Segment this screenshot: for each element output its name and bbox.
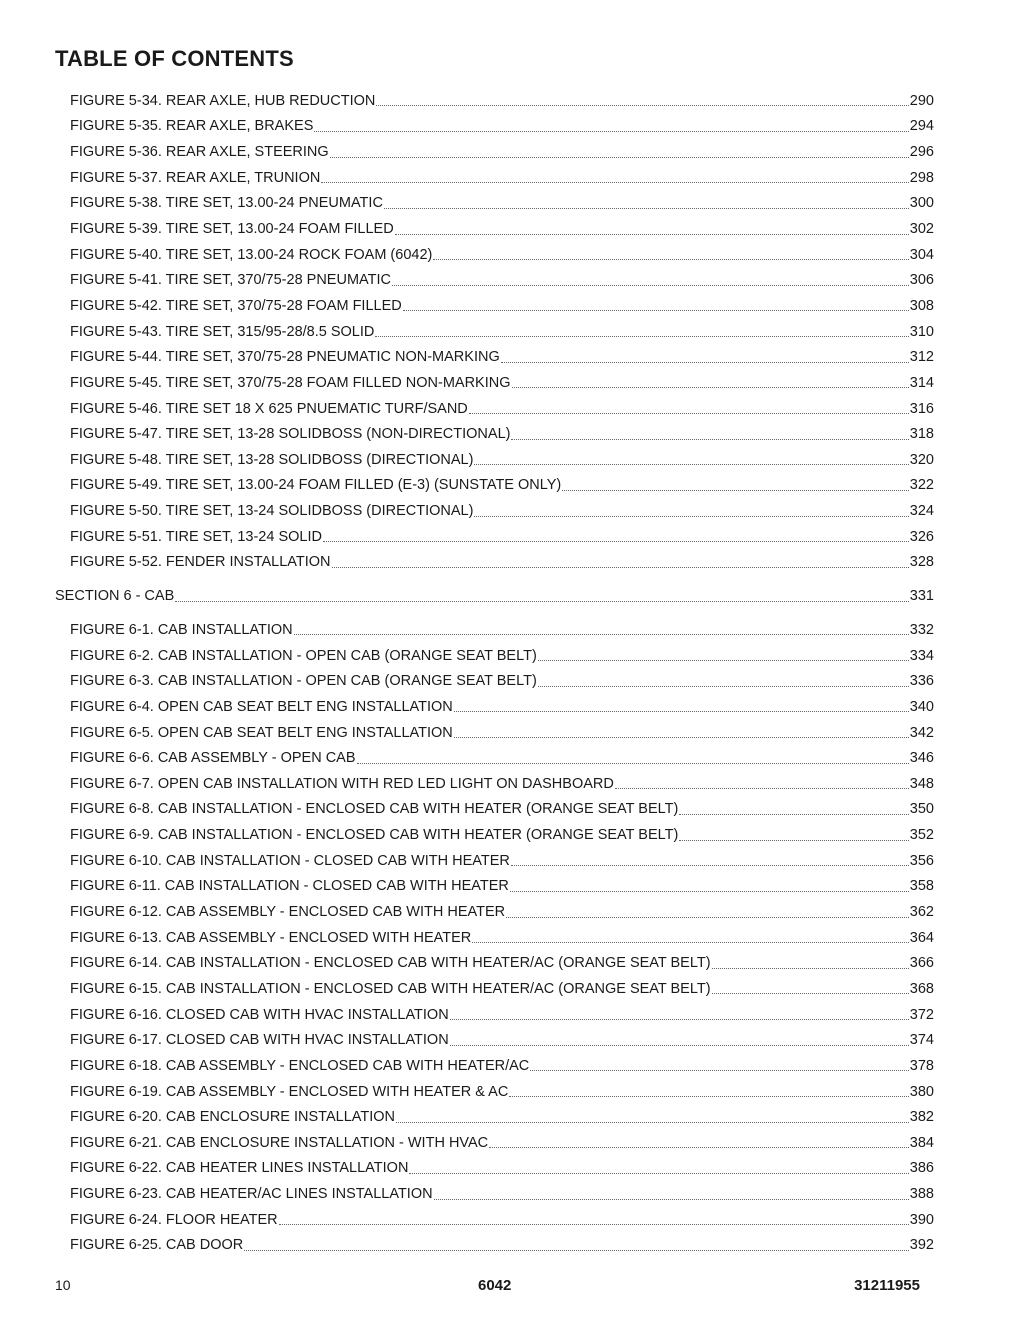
toc-entry[interactable] [0, 396, 934, 422]
toc-entry[interactable] [0, 139, 934, 165]
toc-entry-page: 308 [909, 297, 934, 314]
toc-entry-text: FIGURE 6-5. OPEN CAB SEAT BELT ENG INSTALLATION [70, 724, 453, 741]
toc-entry-page: 316 [909, 400, 934, 417]
toc-entry[interactable] [0, 88, 934, 114]
toc-entry[interactable] [0, 976, 934, 1002]
toc-entry-text: SECTION 6 - CAB [55, 588, 175, 605]
toc-entry[interactable] [0, 370, 934, 396]
toc-entry[interactable] [0, 421, 934, 447]
dot-leader [357, 763, 909, 764]
dot-leader [450, 1045, 909, 1046]
footer-model: 6042 [478, 1277, 512, 1294]
toc-entry-page: 346 [909, 750, 934, 767]
toc-entry-page: 304 [909, 246, 934, 263]
dot-leader [469, 413, 909, 414]
toc-entry-page: 326 [909, 528, 934, 545]
toc-entry-page: 364 [909, 929, 934, 946]
toc-entry-text: FIGURE 6-23. CAB HEATER/AC LINES INSTALLATION [70, 1186, 433, 1203]
dot-leader [538, 660, 909, 661]
toc-entry-page: 320 [909, 451, 934, 468]
toc-entry[interactable] [0, 1104, 934, 1130]
page-footer [0, 1277, 1024, 1297]
toc-entry-page: 300 [909, 195, 934, 212]
toc-entry[interactable] [0, 1002, 934, 1028]
toc-entry-page: 334 [909, 647, 934, 664]
toc-entry[interactable] [0, 267, 934, 293]
toc-entry[interactable] [0, 822, 934, 848]
toc-entry-text: FIGURE 5-37. REAR AXLE, TRUNION [70, 169, 321, 186]
toc-entry-text: FIGURE 6-18. CAB ASSEMBLY - ENCLOSED CAB WITH HEATER/AC [70, 1057, 530, 1074]
dot-leader [323, 541, 909, 542]
dot-leader [332, 567, 909, 568]
toc-entry-text: FIGURE 6-12. CAB ASSEMBLY - ENCLOSED CAB WITH HEATER [70, 904, 506, 921]
toc-entry-page: 324 [909, 503, 934, 520]
toc-entry[interactable] [0, 797, 934, 823]
toc-entry[interactable] [0, 524, 934, 550]
dot-leader [330, 157, 909, 158]
toc-entry[interactable] [0, 1181, 934, 1207]
toc-entry[interactable] [0, 771, 934, 797]
toc-entry-text: FIGURE 6-11. CAB INSTALLATION - CLOSED CAB WITH HEATER [70, 878, 509, 895]
toc-entry-text: FIGURE 6-24. FLOOR HEATER [70, 1211, 278, 1228]
toc-entry-text: FIGURE 5-36. REAR AXLE, STEERING [70, 144, 329, 161]
toc-entry-text: FIGURE 5-43. TIRE SET, 315/95-28/8.5 SOLID [70, 323, 375, 340]
toc-entry[interactable] [0, 191, 934, 217]
dot-leader [712, 993, 909, 994]
dot-leader [506, 917, 909, 918]
toc-entry-page: 290 [909, 92, 934, 109]
dot-leader [409, 1173, 908, 1174]
toc-entry-text: FIGURE 6-22. CAB HEATER LINES INSTALLATION [70, 1160, 409, 1177]
toc-entry-text: FIGURE 5-46. TIRE SET 18 X 625 PNUEMATIC TURF/SAND [70, 400, 468, 417]
toc-entry[interactable] [0, 216, 934, 242]
toc-entry-text: FIGURE 5-45. TIRE SET, 370/75-28 FOAM FILLED NON-MARKING [70, 374, 511, 391]
toc-entry[interactable] [0, 951, 934, 977]
dot-leader [392, 285, 909, 286]
dot-leader [538, 686, 909, 687]
toc-entry[interactable] [0, 1207, 934, 1233]
toc-entry[interactable] [0, 293, 934, 319]
toc-entry-text: FIGURE 6-6. CAB ASSEMBLY - OPEN CAB [70, 750, 356, 767]
toc-entry-text: FIGURE 5-52. FENDER INSTALLATION [70, 554, 331, 571]
toc-entry[interactable] [0, 874, 934, 900]
toc-entry-page: 294 [909, 118, 934, 135]
dot-leader [395, 234, 909, 235]
toc-entry-page: 386 [909, 1160, 934, 1177]
toc-entry-page: 362 [909, 904, 934, 921]
toc-entry-page: 312 [909, 349, 934, 366]
toc-entry-page: 372 [909, 1006, 934, 1023]
toc-entry[interactable] [0, 1027, 934, 1053]
dot-leader [376, 105, 908, 106]
toc-entry[interactable] [0, 720, 934, 746]
toc-entry[interactable] [0, 550, 934, 576]
toc-entry[interactable] [0, 745, 934, 771]
toc-entry[interactable] [0, 643, 934, 669]
toc-entry-page: 340 [909, 698, 934, 715]
toc-group-section-5 [0, 88, 1024, 575]
toc-entry-text: FIGURE 6-13. CAB ASSEMBLY - ENCLOSED WITH HEATER [70, 929, 472, 946]
toc-entry-page: 296 [909, 144, 934, 161]
toc-entry-text: FIGURE 6-20. CAB ENCLOSURE INSTALLATION [70, 1109, 395, 1126]
toc-entry-text: FIGURE 5-35. REAR AXLE, BRAKES [70, 118, 314, 135]
dot-leader [321, 182, 908, 183]
dot-leader [384, 208, 909, 209]
toc-entry[interactable] [0, 165, 934, 191]
dot-leader [433, 259, 908, 260]
dot-leader [244, 1250, 909, 1251]
toc-entry[interactable] [0, 447, 934, 473]
toc-entry-text: FIGURE 6-10. CAB INSTALLATION - CLOSED CAB WITH HEATER [70, 852, 510, 869]
toc-entry-page: 366 [909, 955, 934, 972]
toc-entry[interactable] [0, 668, 934, 694]
toc-entry[interactable] [0, 319, 934, 345]
dot-leader [474, 464, 908, 465]
toc-entry-text: FIGURE 5-51. TIRE SET, 13-24 SOLID [70, 528, 322, 545]
dot-leader [679, 814, 909, 815]
toc-entry[interactable] [0, 473, 934, 499]
toc-entry-text: FIGURE 5-49. TIRE SET, 13.00-24 FOAM FILLED (E-3) (SUNSTATE ONLY) [70, 477, 562, 494]
dot-leader [450, 1019, 909, 1020]
toc-entry-page: 318 [909, 426, 934, 443]
footer-document-number: 31211955 [854, 1277, 920, 1294]
dot-leader [509, 1096, 908, 1097]
toc-entry-text: FIGURE 6-4. OPEN CAB SEAT BELT ENG INSTALLATION [70, 698, 453, 715]
toc-entry-text: FIGURE 5-34. REAR AXLE, HUB REDUCTION [70, 92, 376, 109]
dot-leader [512, 387, 909, 388]
dot-leader [403, 310, 909, 311]
dot-leader [454, 711, 909, 712]
toc-entry-page: 348 [909, 775, 934, 792]
toc-entry[interactable] [0, 617, 934, 643]
toc-entry-text: FIGURE 6-3. CAB INSTALLATION - OPEN CAB (ORANGE SEAT BELT) [70, 673, 537, 690]
dot-leader [489, 1147, 909, 1148]
toc-entry-text: FIGURE 5-47. TIRE SET, 13-28 SOLIDBOSS (NON-DIRECTIONAL) [70, 426, 511, 443]
toc-entry[interactable] [0, 242, 934, 268]
toc-entry[interactable] [0, 1079, 934, 1105]
toc-entry-page: 332 [909, 621, 934, 638]
toc-entry-page: 336 [909, 673, 934, 690]
dot-leader [396, 1122, 909, 1123]
toc-entry-page: 382 [909, 1109, 934, 1126]
dot-leader [511, 865, 909, 866]
toc-entry-text: FIGURE 6-16. CLOSED CAB WITH HVAC INSTALLATION [70, 1006, 449, 1023]
toc-entry-text: FIGURE 5-39. TIRE SET, 13.00-24 FOAM FILLED [70, 221, 394, 238]
toc-entry-text: FIGURE 6-1. CAB INSTALLATION [70, 621, 293, 638]
toc-entry-text: FIGURE 6-8. CAB INSTALLATION - ENCLOSED CAB WITH HEATER (ORANGE SEAT BELT) [70, 801, 679, 818]
toc-entry-text: FIGURE 6-9. CAB INSTALLATION - ENCLOSED CAB WITH HEATER (ORANGE SEAT BELT) [70, 827, 679, 844]
dot-leader [511, 439, 908, 440]
toc-entry-text: FIGURE 6-7. OPEN CAB INSTALLATION WITH RED LED LIGHT ON DASHBOARD [70, 775, 614, 792]
toc-entry[interactable] [0, 694, 934, 720]
toc-entry-page: 331 [909, 588, 934, 605]
toc-entry-page: 352 [909, 827, 934, 844]
toc-entry-page: 314 [909, 374, 934, 391]
dot-leader [314, 131, 908, 132]
toc-entry-text: FIGURE 6-2. CAB INSTALLATION - OPEN CAB (ORANGE SEAT BELT) [70, 647, 537, 664]
toc-list [0, 88, 1024, 1258]
toc-entry[interactable] [0, 899, 934, 925]
toc-entry-page: 374 [909, 1032, 934, 1049]
toc-entry-page: 298 [909, 169, 934, 186]
toc-entry-text: FIGURE 6-17. CLOSED CAB WITH HVAC INSTALLATION [70, 1032, 449, 1049]
dot-leader [472, 942, 909, 943]
toc-entry[interactable] [0, 848, 934, 874]
toc-entry-page: 368 [909, 980, 934, 997]
toc-entry-text: FIGURE 6-21. CAB ENCLOSURE INSTALLATION - WITH HVAC [70, 1134, 489, 1151]
dot-leader [434, 1199, 909, 1200]
toc-entry-page: 390 [909, 1211, 934, 1228]
dot-leader [279, 1224, 909, 1225]
toc-entry-text: FIGURE 5-48. TIRE SET, 13-28 SOLIDBOSS (DIRECTIONAL) [70, 451, 474, 468]
toc-entry[interactable] [0, 1130, 934, 1156]
toc-entry-text: FIGURE 5-38. TIRE SET, 13.00-24 PNEUMATIC [70, 195, 383, 212]
footer-page-number: 10 [55, 1277, 71, 1293]
dot-leader [474, 516, 908, 517]
toc-entry-text: FIGURE 6-15. CAB INSTALLATION - ENCLOSED CAB WITH HEATER/AC (ORANGE SEAT BELT) [70, 980, 711, 997]
toc-entry-text: FIGURE 5-50. TIRE SET, 13-24 SOLIDBOSS (DIRECTIONAL) [70, 503, 474, 520]
toc-entry-page: 322 [909, 477, 934, 494]
toc-entry-text: FIGURE 5-42. TIRE SET, 370/75-28 FOAM FILLED [70, 297, 402, 314]
toc-entry[interactable] [0, 1233, 934, 1259]
toc-entry[interactable] [0, 114, 934, 140]
toc-entry-text: FIGURE 5-40. TIRE SET, 13.00-24 ROCK FOAM (6042) [70, 246, 433, 263]
dot-leader [712, 968, 909, 969]
page-title: TABLE OF CONTENTS [55, 46, 294, 71]
toc-entry-text: FIGURE 5-44. TIRE SET, 370/75-28 PNEUMATIC NON-MARKING [70, 349, 500, 366]
dot-leader [501, 362, 909, 363]
toc-section-heading[interactable] [0, 575, 934, 617]
toc-entry-page: 392 [909, 1237, 934, 1254]
toc-entry[interactable] [0, 1053, 934, 1079]
toc-entry-text: FIGURE 6-14. CAB INSTALLATION - ENCLOSED CAB WITH HEATER/AC (ORANGE SEAT BELT) [70, 955, 711, 972]
toc-entry-page: 342 [909, 724, 934, 741]
dot-leader [562, 490, 909, 491]
toc-entry-page: 378 [909, 1057, 934, 1074]
dot-leader [530, 1070, 909, 1071]
toc-entry-text: FIGURE 5-41. TIRE SET, 370/75-28 PNEUMATIC [70, 272, 391, 289]
toc-entry-page: 380 [909, 1083, 934, 1100]
dot-leader [294, 634, 909, 635]
dot-leader [615, 788, 909, 789]
dot-leader [454, 737, 909, 738]
dot-leader [679, 840, 909, 841]
toc-group-section-6 [0, 617, 1024, 1258]
toc-entry-page: 302 [909, 221, 934, 238]
toc-entry-page: 350 [909, 801, 934, 818]
toc-entry-text: FIGURE 6-25. CAB DOOR [70, 1237, 244, 1254]
toc-entry-page: 358 [909, 878, 934, 895]
toc-entry-page: 328 [909, 554, 934, 571]
dot-leader [375, 336, 908, 337]
dot-leader [175, 601, 909, 602]
toc-entry[interactable] [0, 925, 934, 951]
dot-leader [510, 891, 909, 892]
toc-entry-page: 384 [909, 1134, 934, 1151]
toc-entry-page: 310 [909, 323, 934, 340]
toc-entry[interactable] [0, 344, 934, 370]
toc-entry-page: 388 [909, 1186, 934, 1203]
toc-entry-page: 306 [909, 272, 934, 289]
toc-entry-page: 356 [909, 852, 934, 869]
toc-entry-text: FIGURE 6-19. CAB ASSEMBLY - ENCLOSED WITH HEATER & AC [70, 1083, 509, 1100]
toc-entry[interactable] [0, 1156, 934, 1182]
toc-entry[interactable] [0, 498, 934, 524]
